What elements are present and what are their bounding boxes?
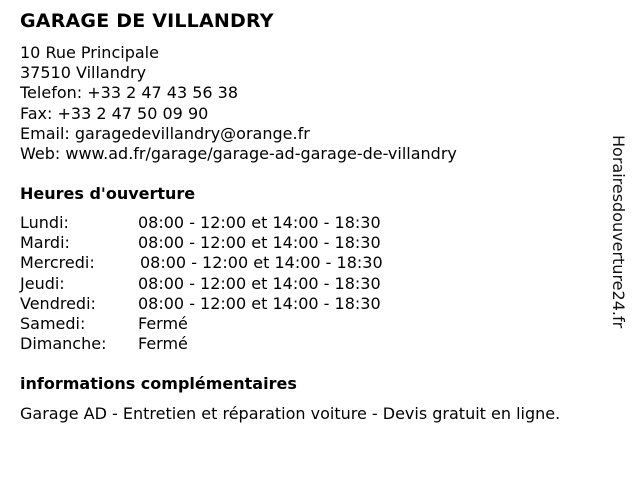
hours-row-monday — [20, 213, 440, 233]
day-hours: 08:00 - 12:00 et 14:00 - 18:30 — [138, 273, 381, 293]
day-label: Lundi: — [20, 213, 69, 232]
day-label: Samedi: — [20, 313, 86, 333]
fax-line: Fax: +33 2 47 50 09 90 — [20, 103, 209, 123]
additional-info-heading: informations complémentaires — [20, 374, 297, 393]
day-hours: 08:00 - 12:00 et 14:00 - 18:30 — [140, 253, 383, 273]
day-hours: 08:00 - 12:00 et 14:00 - 18:30 — [138, 293, 381, 313]
site-watermark: Horairesdouverture24.fr — [609, 135, 628, 329]
hours-row-sunday — [20, 334, 440, 354]
hours-row-tuesday — [20, 233, 440, 253]
hours-row-thursday — [20, 274, 440, 294]
additional-info-text: Garage AD - Entretien et réparation voiture - Devis gratuit en ligne. — [20, 404, 561, 423]
address-line-city: 37510 Villandry — [20, 63, 147, 83]
contact-block — [20, 43, 457, 164]
day-label: Jeudi: — [20, 273, 65, 293]
opening-hours-heading: Heures d'ouverture — [20, 184, 196, 203]
day-hours: 08:00 - 12:00 et 14:00 - 18:30 — [138, 233, 381, 253]
day-label: Dimanche: — [20, 334, 107, 354]
day-label: Vendredi: — [20, 293, 96, 313]
day-hours: 08:00 - 12:00 et 14:00 - 18:30 — [138, 213, 381, 232]
opening-hours-table — [20, 213, 440, 354]
hours-row-friday — [20, 294, 440, 314]
address-line-street: 10 Rue Principale — [20, 43, 159, 62]
hours-row-wednesday — [20, 253, 440, 273]
business-name: GARAGE DE VILLANDRY — [20, 10, 274, 32]
email-line: Email: garagedevillandry@orange.fr — [20, 123, 310, 143]
day-label: Mardi: — [20, 233, 70, 253]
day-hours: Fermé — [138, 313, 188, 333]
web-line: Web: www.ad.fr/garage/garage-ad-garage-de-villandry — [20, 144, 457, 164]
hours-row-saturday — [20, 314, 440, 334]
day-label: Mercredi: — [20, 253, 95, 273]
phone-line: Telefon: +33 2 47 43 56 38 — [20, 83, 239, 103]
day-hours: Fermé — [138, 334, 188, 354]
